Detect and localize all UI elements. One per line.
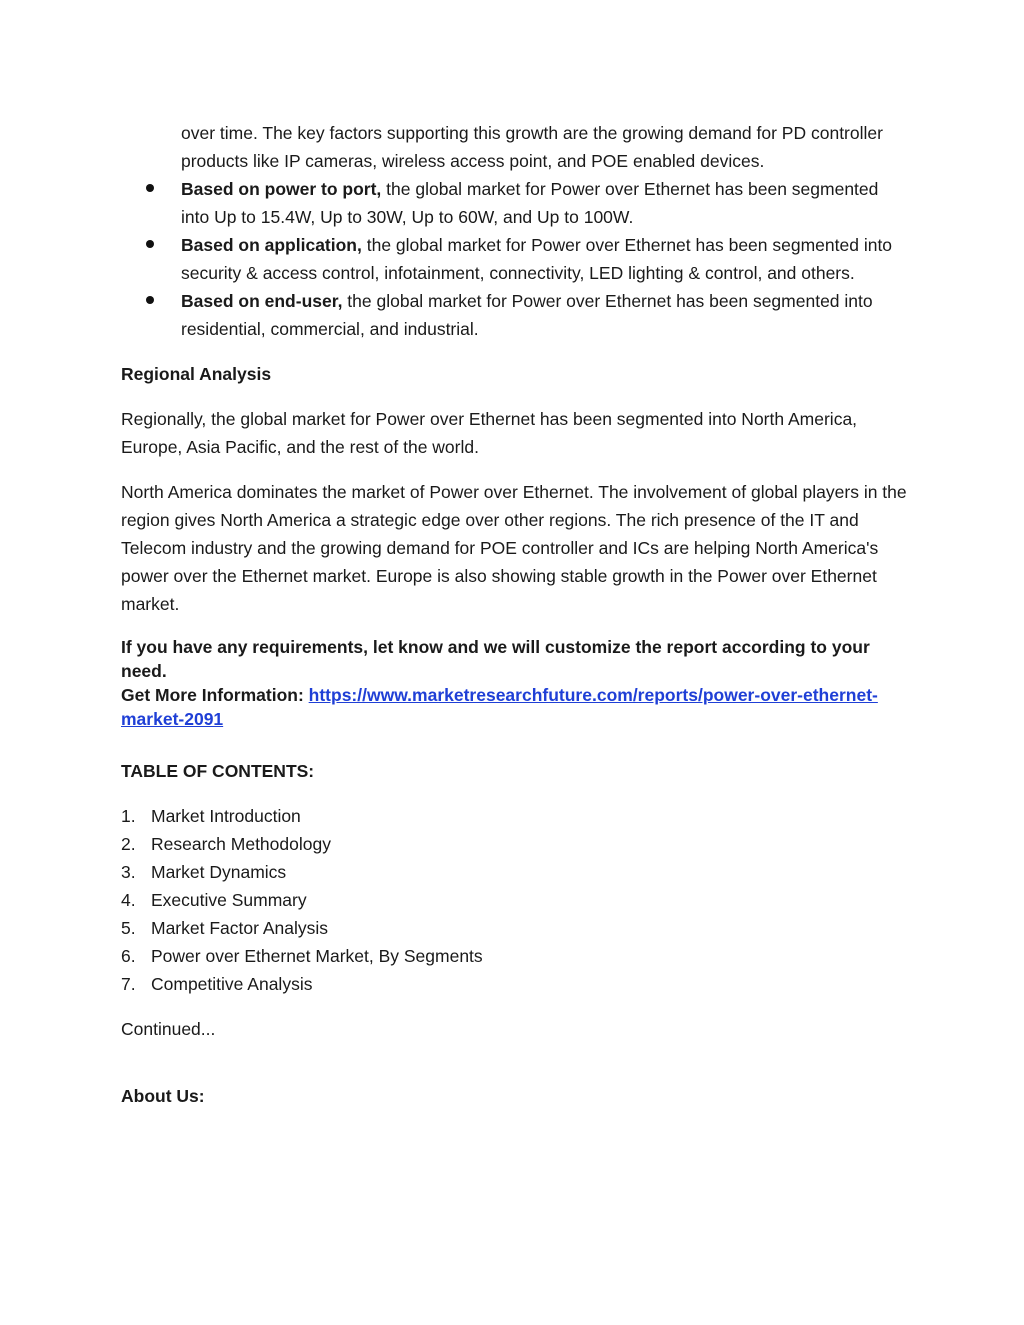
toc-number: 5.	[121, 918, 136, 938]
toc-list	[121, 802, 911, 998]
bullet-text: the global market for Power over Ethernet has been segmented into Up to 15.4W, Up to 30W, Up to 60W, and Up to 100W.	[181, 179, 879, 227]
requirements-text: If you have any requirements, let know and we will customize the report according to your need.	[121, 637, 870, 681]
regional-paragraph-1: Regionally, the global market for Power over Ethernet has been segmented into North America, Europe, Asia Pacific, and the rest of the world.	[121, 409, 858, 457]
toc-label: Competitive Analysis	[151, 974, 313, 994]
toc-item	[121, 970, 911, 998]
bullet-lead: Based on application,	[181, 235, 362, 255]
bullet-text: the global market for Power over Ethernet has been segmented into security & access control, infotainment, connectivity, LED lighting & control, and others.	[181, 235, 893, 283]
regional-analysis-heading: Regional Analysis	[121, 364, 272, 384]
toc-number: 6.	[121, 946, 136, 966]
toc-title: TABLE OF CONTENTS:	[121, 761, 315, 781]
more-info-line	[121, 683, 911, 731]
list-item	[121, 287, 911, 343]
list-item	[121, 175, 911, 231]
about-us-heading: About Us:	[121, 1086, 205, 1106]
toc-label: Executive Summary	[151, 890, 307, 910]
regional-paragraph-2: North America dominates the market of Power over Ethernet. The involvement of global players in the region gives North America a strategic edge over other regions. The rich presence of the IT and Telecom industry and the growing demand for POE controller and ICs are helping North America's power over the Ethernet market. Europe is also showing stable growth in the Power over Ethernet market.	[121, 482, 907, 614]
bullet-icon	[146, 296, 154, 304]
toc-item	[121, 886, 911, 914]
toc-label: Market Introduction	[151, 806, 301, 826]
toc-label: Research Methodology	[151, 834, 331, 854]
intro-continuation: over time. The key factors supporting this growth are the growing demand for PD controller products like IP cameras, wireless access point, and POE enabled devices.	[181, 123, 883, 171]
toc-label: Market Dynamics	[151, 862, 287, 882]
toc-item	[121, 858, 911, 886]
document-page	[121, 119, 911, 1110]
toc-number: 1.	[121, 806, 136, 826]
toc-number: 2.	[121, 834, 136, 854]
list-item	[121, 231, 911, 287]
toc-number: 4.	[121, 890, 136, 910]
bullet-text: the global market for Power over Ethernet has been segmented into residential, commercial, and industrial.	[181, 291, 873, 339]
more-info-label: Get More Information:	[121, 685, 304, 705]
bullet-lead: Based on end-user,	[181, 291, 343, 311]
toc-item	[121, 802, 911, 830]
bullet-lead: Based on power to port,	[181, 179, 382, 199]
toc-number: 7.	[121, 974, 136, 994]
report-link[interactable]: https://www.marketresearchfuture.com/reports/power-over-ethernet-market-2091	[121, 685, 878, 729]
toc-label: Power over Ethernet Market, By Segments	[151, 946, 483, 966]
toc-number: 3.	[121, 862, 136, 882]
bullet-icon	[146, 184, 154, 192]
toc-item	[121, 914, 911, 942]
bullet-icon	[146, 240, 154, 248]
segment-bullet-list	[121, 175, 911, 343]
continued-text: Continued...	[121, 1019, 216, 1039]
toc-item	[121, 942, 911, 970]
toc-item	[121, 830, 911, 858]
toc-label: Market Factor Analysis	[151, 918, 328, 938]
